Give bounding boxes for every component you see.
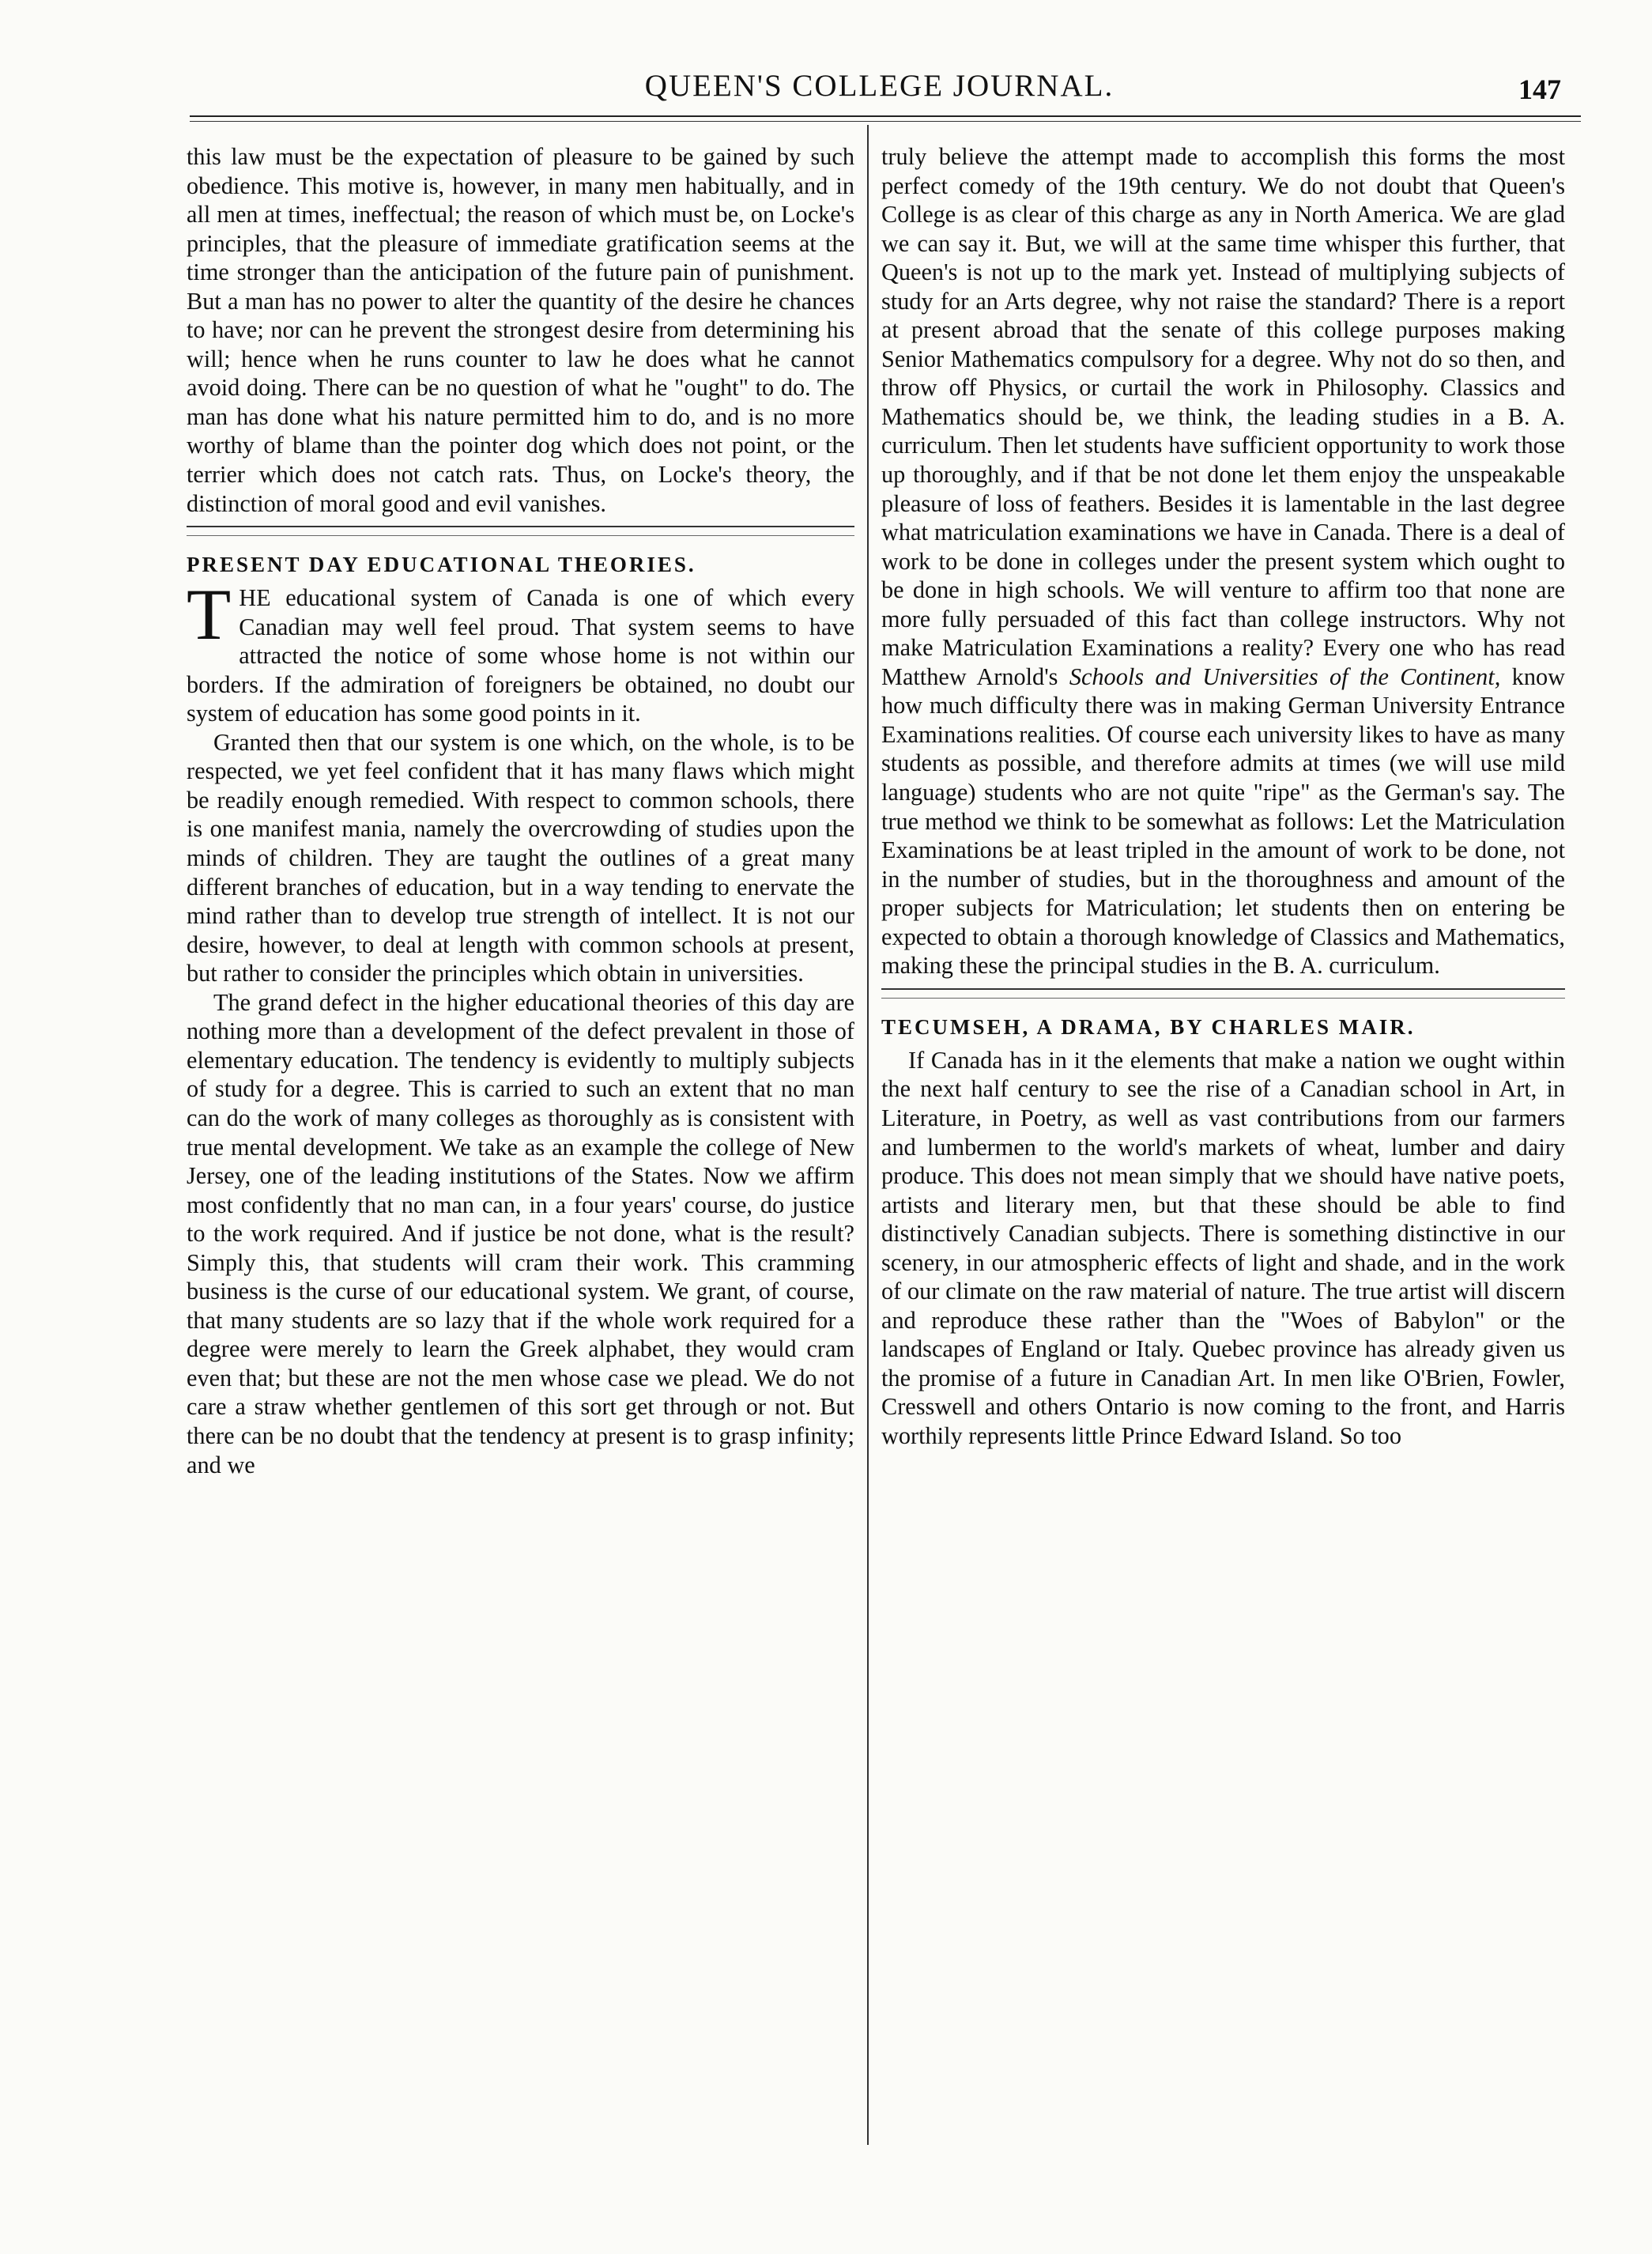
article-paragraph-2: Granted then that our system is one which, on the whole, is to be respected, we yet feel confident that it has many flaws which might be readily enough remedied. With respect to common schools, there is one manifest mania, namely the overcrowding of studies upon the minds of children. They are taught the outlines of a great many different branches of education, but in a way tending to enervate the mind rather than to develop true strength of intellect. It is not our desire, however, to deal at length with common schools at present, but rather to consider the principles which obtain in universities. [187,728,854,987]
section-separator-right [881,988,1565,990]
journal-title: QUEEN'S COLLEGE JOURNAL. [644,69,1115,103]
header-rule-top [190,115,1581,117]
header-rule-bottom [190,121,1581,122]
section-separator [187,526,854,527]
book-title-italic: Schools and Universities of the Continent, [1069,663,1501,690]
column-divider [867,125,869,2145]
section-separator-right-thin [881,998,1565,999]
article-paragraph-3: The grand defect in the higher educational theories of this day are nothing more than a development of the defect prevalent in those of elementary education. The tendency is evidently to multiply subjects of study for a degree. This is carried to such an extent that no man can do the work of many colleges as thoroughly as is consistent with true mental development. We take as an example the college of New Jersey, one of the leading institutions of the States. Now we affirm most confidently that no man can, in a four years' course, do justice to the work required. And if justice be not done, what is the result? Simply this, that students will cram their work. This cramming business is the curse of our educational system. We grant, of course, that many students are so lazy that if the whole work required for a degree were merely to learn the Greek alphabet, they would cram even that; but these are not the men whose case we plead. We do not care a straw whether gentlemen of this sort get through or not. But there can be no doubt that the tendency at present is to grasp infinity; and we [187,988,854,1478]
paragraph-1-text: HE educational system of Canada is one of which every Canadian may well feel proud. That system seems to have attracted the notice of some whose home is not within our borders. If the admiration of foreigners be obtained, no doubt our system of education has some good points in it. [187,584,854,727]
article-paragraph-1 [187,574,854,728]
continued-paragraph: this law must be the expectation of pleasure to be gained by such obedience. This motive is, however, in many men habitually, and in all men at times, ineffectual; the reason of which must be, on Locke's principles, that the pleasure of immediate gratification seems at the time stronger than the anticipation of the future pain of punishment. But a man has no power to alter the quantity of the desire he chances to have; nor can he prevent the strongest desire from determining his will; hence when he runs counter to law he does what he cannot avoid doing. There can be no question of what he "ought" to do. The man has done what his nature permitted him to do, and is no more worthy of blame than the pointer dog which does not point, or the terrier which does not catch rats. Thus, on Locke's theory, the distinction of moral good and evil vanishes. [187,143,854,517]
article-heading-tecumseh: TECUMSEH, A DRAMA, BY CHARLES MAIR. [881,1014,1416,1039]
article-heading-educational-theories: PRESENT DAY EDUCATIONAL THEORIES. [187,553,696,577]
section-separator-thin [187,535,854,536]
paragraph-text-b: know how much difficulty there was in making German University Entrance Examinations realities. Of course each university likes to have as many students as possible, and therefore admits at times (we will use mild language) students who are not quite "ripe" as the German's say. The true method we think to be somewhat as follows: Let the Matriculation Examinations be at least tripled in the amount of work to be done, not in the number of studies, but in the thoroughness and amount of the proper subjects for Matriculation; let students then on entering be expected to obtain a thorough knowledge of Classics and Mathematics, making these the principal studies in the B. A. curriculum. [881,663,1565,980]
page-number: 147 [1518,74,1561,105]
drop-cap: T [187,574,232,655]
right-column [881,142,1565,1451]
masthead [190,68,1569,115]
left-column [187,142,854,1479]
continued-paragraph-right [881,142,1565,980]
tecumseh-paragraph-1: If Canada has in it the elements that make a nation we ought within the next half century to see the rise of a Canadian school in Art, in Literature, in Poetry, as well as vast contributions from our farmers and lumbermen to the world's markets of wheat, lumber and dairy produce. This does not mean simply that we should have native poets, artists and literary men, but that these should be able to find distinctively Canadian subjects. There is something distinctive in our scenery, in our atmospheric effects of light and shade, and in the work of our climate on the raw material of nature. The true artist will discern and reproduce these rather than the "Woes of Babylon" or the landscapes of England or Italy. Quebec province has already given us the promise of a future in Canadian Art. In men like O'Brien, Fowler, Cresswell and others Ontario is now coming to the front, and Harris worthily represents little Prince Edward Island. So too [881,1046,1565,1449]
paragraph-text-a: truly believe the attempt made to accomplish this forms the most perfect comedy of the 19th century. We do not doubt that Queen's College is as clear of this charge as any in North America. We are glad we can say it. But, we will at the same time whisper this further, that Queen's is not up to the mark yet. Instead of multiplying subjects of study for an Arts degree, why not raise the standard? There is a report at present abroad that the senate of this college purposes making Senior Mathematics compulsory for a degree. Why not do so then, and throw off Physics, or curtail the work in Philosophy. Classics and Mathematics should be, we think, the leading studies in a B. A. curriculum. Then let students have sufficient opportunity to work those up thoroughly, and if that be not done let them enjoy the unspeakable pleasure of loss of feathers. Besides it is lamentable in the last degree what matriculation examinations we have in Canada. There is a deal of work to be done in colleges under the present system which ought to be done in high schools. We will venture to affirm too that none are more fully persuaded of this fact than college instructors. Why not make Matriculation Examinations a reality? Every one who has read Matthew Arnold's [881,143,1565,690]
